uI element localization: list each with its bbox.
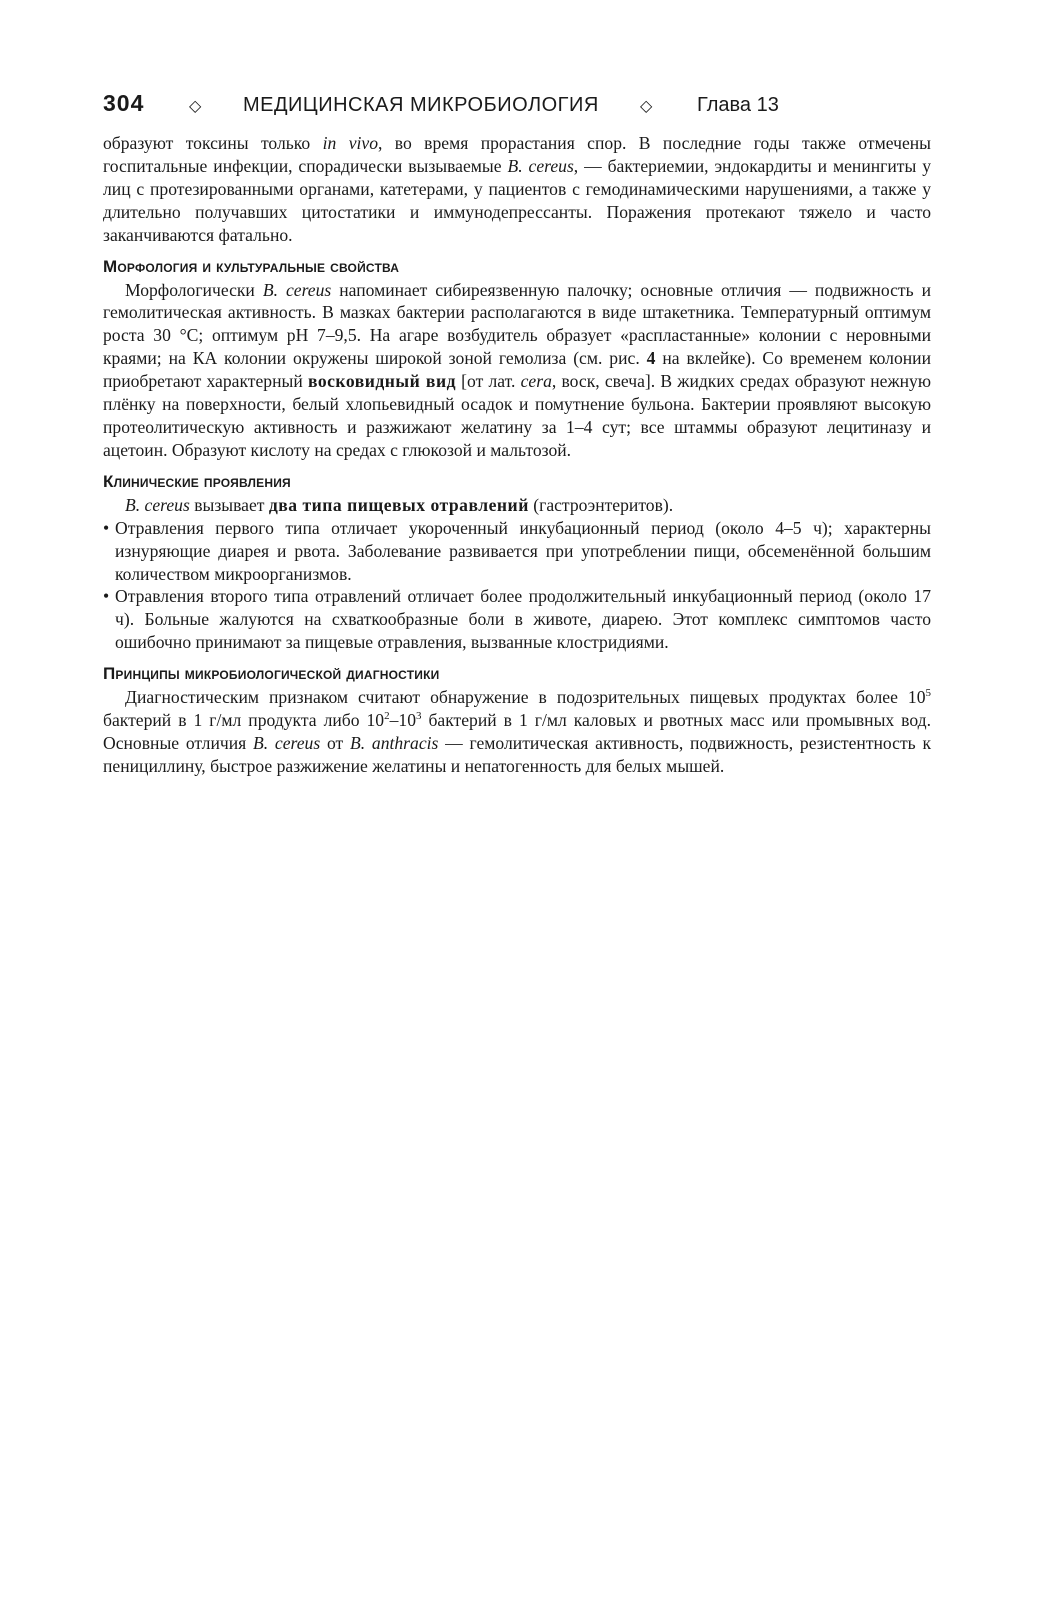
- list-item: • Отравления первого типа отличает укороченный инкубационный период (около 4–5 ч); характерны изнуряющие диарея и рвота. Заболевание развивается при употреблении пищи, обсеменённой большим количеством микроорганизмов.: [103, 517, 931, 586]
- intro-paragraph: образуют токсины только in vivo, во время прорастания спор. В последние годы также отмечены госпитальные инфекции, спорадически вызываемые B. cereus, — бактериемии, эндокардиты и менингиты у лиц с протезированными органами, катетерами, у пациентов с гемодинамическими нарушениями, а также у длительно получавших цитостатики и иммунодепрессанты. Поражения протекают тяжело и часто заканчиваются фатально.: [103, 133, 931, 245]
- running-header: [103, 88, 931, 122]
- section-heading-diagnostics: Принципы микробиологической диагностики: [103, 664, 440, 684]
- chapter-label: Глава 13: [697, 94, 779, 116]
- key-term: восковидный вид: [307, 371, 456, 392]
- page-body: [103, 132, 931, 778]
- key-term: два типа пищевых отравлений: [268, 494, 529, 515]
- figure-reference: 4: [646, 348, 656, 369]
- list-item: • Отравления второго типа отравлений отличает более продолжительный инкубационный период (около 17 ч). Больные жалуются на схваткообразные боли в животе, диарею. Этот комплекс симптомов часто ошибочно принимают за пищевые отравления, вызванные клостридиями.: [103, 585, 931, 654]
- clinical-lead-paragraph: B. cereus вызывает два типа пищевых отравлений (гастроэнтеритов).: [125, 494, 674, 515]
- clinical-bullet-list: [103, 517, 931, 654]
- section-heading-clinical: Клинические проявления: [103, 471, 291, 491]
- morphology-paragraph: Морфологически B. cereus напоминает сибиреязвенную палочку; основные отличия — подвижность и гемолитическая активность. В мазках бактерии располагаются в виде штакетника. Температурный оптимум роста 30 °С; оптимум pH 7–9,5. На агаре возбудитель образует «распластанные» колонии с неровными краями; на КА колонии окружены широкой зоной гемолиза (см. рис. 4 на вклейке). Со временем колонии приобретают характерный восковидный вид [от лат. cera, воск, свеча]. В жидких средах образуют нежную плёнку на поверхности, белый хлопьевидный осадок и помутнение бульона. Бактерии проявляют высокую протеолитическую активность и разжижают желатину за 1–4 сут; все штаммы образуют лецитиназу и ацетоин. Образуют кислоту на средах с глюкозой и мальтозой.: [103, 279, 932, 460]
- page-number: 304: [103, 90, 145, 116]
- section-heading-morphology: Морфология и культуральные свойства: [103, 256, 400, 276]
- book-title: МЕДИЦИНСКАЯ МИКРОБИОЛОГИЯ: [243, 94, 599, 116]
- diagnostics-paragraph: Диагностическим признаком считают обнаружение в подозрительных пищевых продуктах более $10^5$ бактерий в 1 г/мл продукта либо $10^2-10^3$ бактерий в 1 г/мл каловых и рвотных масс или промывных вод. Основные отличия B. cereus от B. anthracis — гемолитическая активность, подвижность, резистентность к пенициллину, быстрое разжижение желатины и непатогенность для белых мышей.: [103, 687, 931, 776]
- diamond-separator-icon: ◇: [640, 98, 653, 115]
- diamond-separator-icon: ◇: [189, 98, 202, 115]
